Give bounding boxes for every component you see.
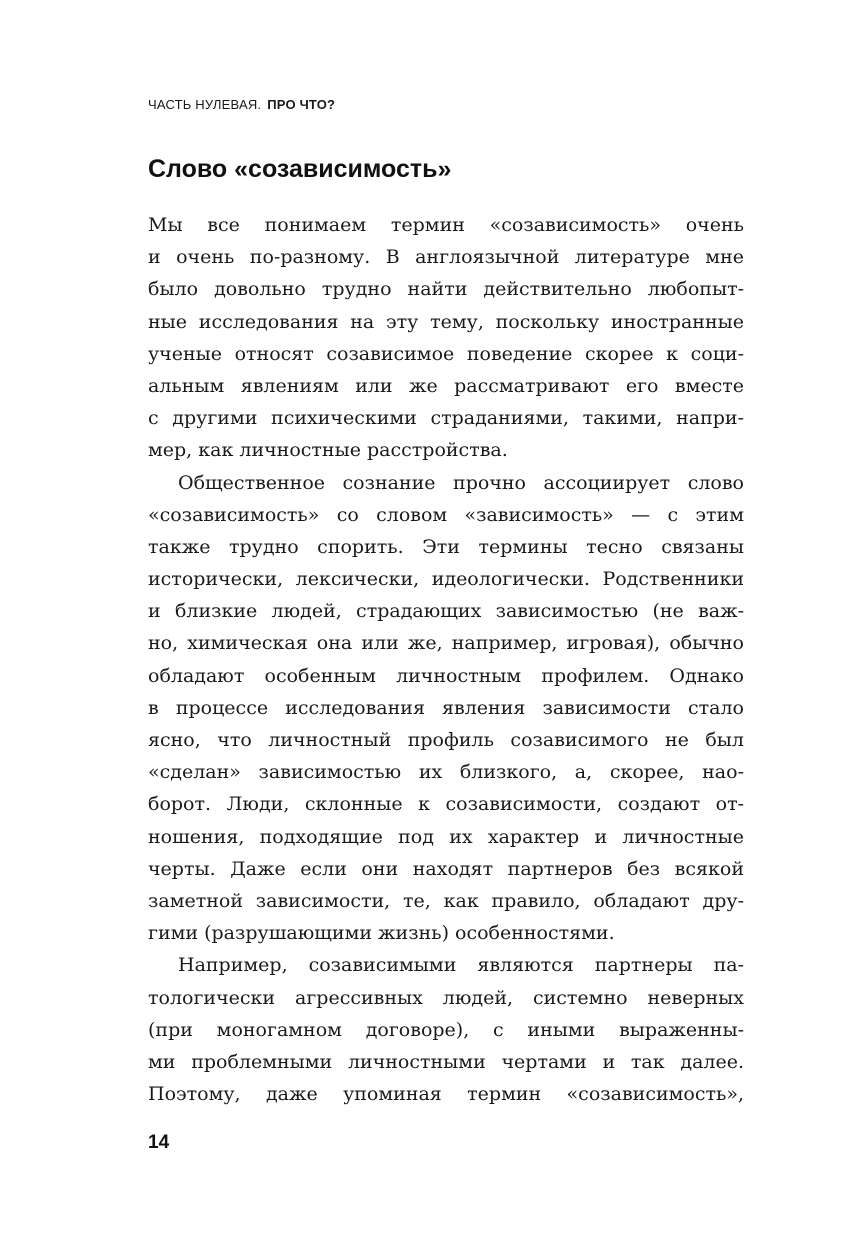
- text-line: было довольно трудно найти действительно любопыт-: [148, 278, 744, 301]
- text-line: «созависимость» со словом «зависимость» — с этим: [148, 503, 744, 526]
- text-line: Общественное сознание прочно ассоциирует слово: [178, 471, 744, 494]
- section-heading: Слово «созависимость»: [148, 155, 452, 183]
- text-line: Например, созависимыми являются партнеры па-: [178, 954, 744, 977]
- text-line: борот. Люди, склонные к созависимости, создают от-: [148, 793, 744, 816]
- text-line: с другими психическими страданиями, такими, напри-: [148, 407, 744, 430]
- text-line: также трудно спорить. Эти термины тесно связаны: [148, 535, 744, 558]
- body-text: [148, 209, 744, 1110]
- text-line: и очень по-разному. В англоязычной литературе мне: [148, 246, 744, 269]
- running-head-section: ЧАСТЬ НУЛЕВАЯ.: [148, 97, 262, 112]
- text-line: альным явлениям или же рассматривают его вместе: [148, 374, 744, 397]
- text-line: черты. Даже если они находят партнеров без всякой: [148, 857, 744, 880]
- text-line: и близкие людей, страдающих зависимостью (не важ-: [148, 600, 744, 623]
- text-line: но, химическая она или же, например, игровая), обычно: [148, 632, 744, 655]
- paragraph-1: [148, 209, 744, 467]
- text-line: (при моногамном договоре), с иными выраженны-: [148, 1018, 744, 1041]
- page-number: 14: [148, 1132, 170, 1153]
- text-line: гими (разрушающими жизнь) особенностями.: [148, 922, 615, 945]
- text-line: заметной зависимости, те, как правило, обладают дру-: [148, 889, 744, 912]
- text-line: в процессе исследования явления зависимости стало: [148, 696, 744, 719]
- text-line: Мы все понимаем термин «созависимость» очень: [148, 214, 744, 236]
- running-head: [148, 97, 335, 112]
- paragraph-2: [148, 467, 744, 950]
- text-line: исторически, лексически, идеологически. Родственники: [148, 568, 744, 591]
- running-head-chapter: ПРО ЧТО?: [267, 97, 336, 112]
- text-line: тологически агрессивных людей, системно неверных: [148, 986, 744, 1009]
- text-line: Поэтому, даже упоминая термин «созависимость»,: [148, 1083, 744, 1106]
- text-line: «сделан» зависимостью их близкого, а, скорее, нао-: [148, 761, 744, 784]
- text-line: ясно, что личностный профиль созависимого не был: [148, 729, 744, 751]
- text-line: ные исследования на эту тему, поскольку иностранные: [148, 310, 744, 333]
- text-line: мер, как личностные расстройства.: [148, 439, 508, 462]
- paragraph-3: [148, 949, 744, 1110]
- text-line: ношения, подходящие под их характер и личностные: [148, 825, 744, 848]
- text-line: обладают особенным личностным профилем. Однако: [148, 664, 744, 687]
- text-line: ми проблемными личностными чертами и так далее.: [148, 1050, 744, 1073]
- text-line: ученые относят созависимое поведение скорее к соци-: [148, 342, 744, 365]
